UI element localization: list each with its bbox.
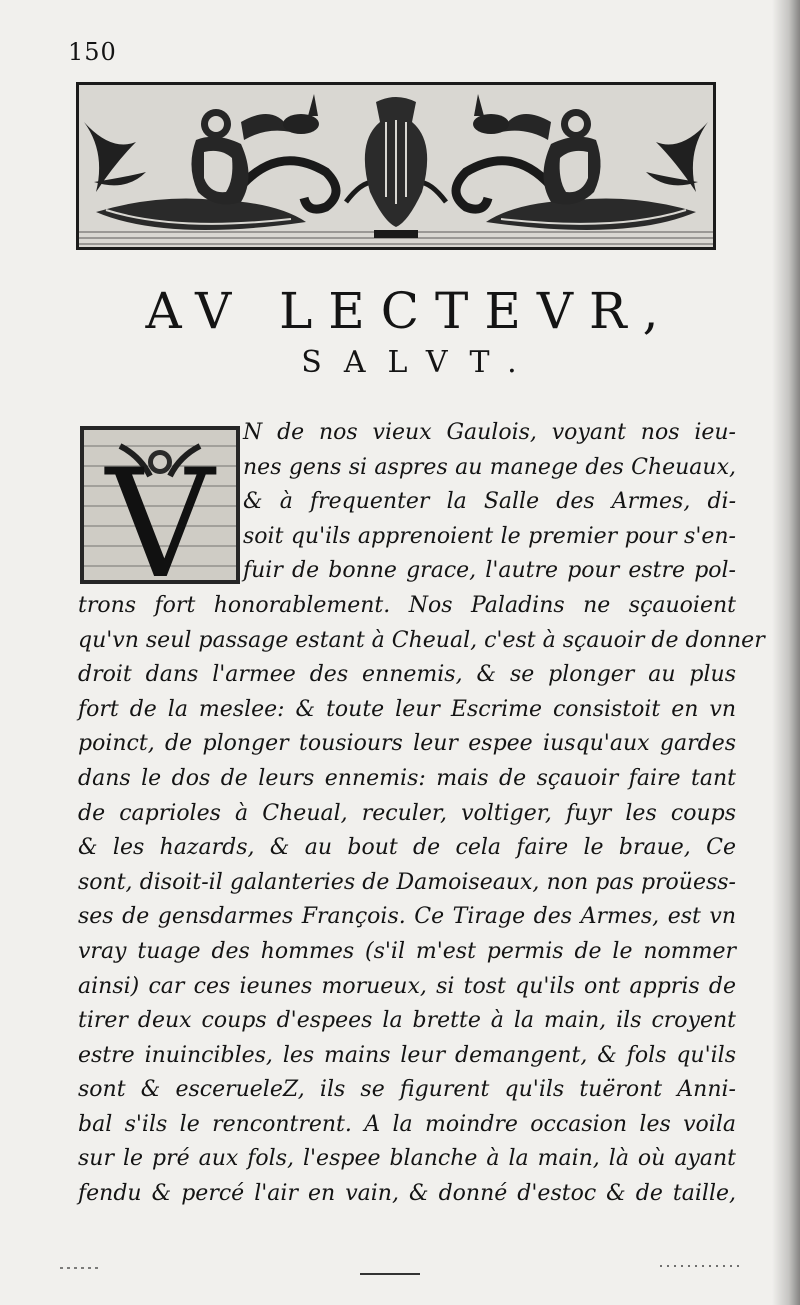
text-line: tirer deux coups d'espees la brette à la main, ils croyent — [78, 1008, 736, 1034]
text-line: bal s'ils le rencontrent. A la moindre occasion les voila — [78, 1111, 736, 1137]
body-text — [78, 416, 765, 1212]
text-line: nes gens si aspres au manege des Cheuaux, — [243, 454, 736, 480]
text-line: & à frequenter la Salle des Armes, di- — [243, 489, 736, 515]
text-line: ses de gensdarmes François. Ce Tirage des Armes, est vn — [78, 904, 736, 930]
text-line: fendu & percé l'air en vain, & donné d'estoc & de taille, — [78, 1181, 736, 1207]
text-line: fort de la meslee: & toute leur Escrime consistoit en vn — [78, 696, 736, 722]
page-number: 150 — [68, 38, 117, 66]
bottom-rule-marks — [60, 1260, 740, 1280]
text-line: poinct, de plonger tousiours leur espee iusqu'aux gardes — [78, 731, 736, 757]
text-line: N de nos vieux Gaulois, voyant nos ieu- — [243, 420, 736, 445]
text-line: qu'vn seul passage estant à Cheual, c'est à sçauoir de donner — [78, 627, 765, 653]
text-line: soit qu'ils apprenoient le premier pour s'en- — [243, 523, 736, 549]
text-line: sont, disoit-il galanteries de Damoiseaux, non pas proüess- — [78, 869, 736, 895]
text-line: estre inuincibles, les mains leur demangent, & fols qu'ils — [78, 1042, 736, 1068]
text-line: trons fort honorablement. Nos Paladins ne sçauoient — [78, 592, 736, 618]
text-line: sur le pré aux fols, l'espee blanche à la main, là où ayant — [78, 1146, 736, 1172]
page-gutter-shadow — [772, 0, 800, 1305]
text-line: dans le dos de leurs ennemis: mais de sçauoir faire tant — [78, 765, 736, 791]
ornamental-headpiece — [76, 82, 716, 250]
text-line: vray tuage des hommes (s'il m'est permis de le nommer — [78, 938, 736, 964]
text-line: ainsi) car ces ieunes morueux, si tost qu'ils ont appris de — [78, 973, 736, 999]
page-title: AV LECTEVR, — [145, 282, 675, 340]
text-line: sont & escerueleZ, ils se figurent qu'ils tuëront Anni- — [78, 1077, 736, 1103]
text-line: & les hazards, & au bout de cela faire le braue, Ce — [78, 835, 736, 861]
text-line: fuir de bonne grace, l'autre pour estre pol- — [243, 558, 736, 584]
page-subtitle: SALVT. — [301, 345, 539, 380]
initial-letter: V — [105, 438, 215, 584]
text-line: de caprioles à Cheual, reculer, voltiger, fuyr les coups — [78, 800, 736, 826]
text-line: droit dans l'armee des ennemis, & se plonger au plus — [78, 662, 736, 688]
